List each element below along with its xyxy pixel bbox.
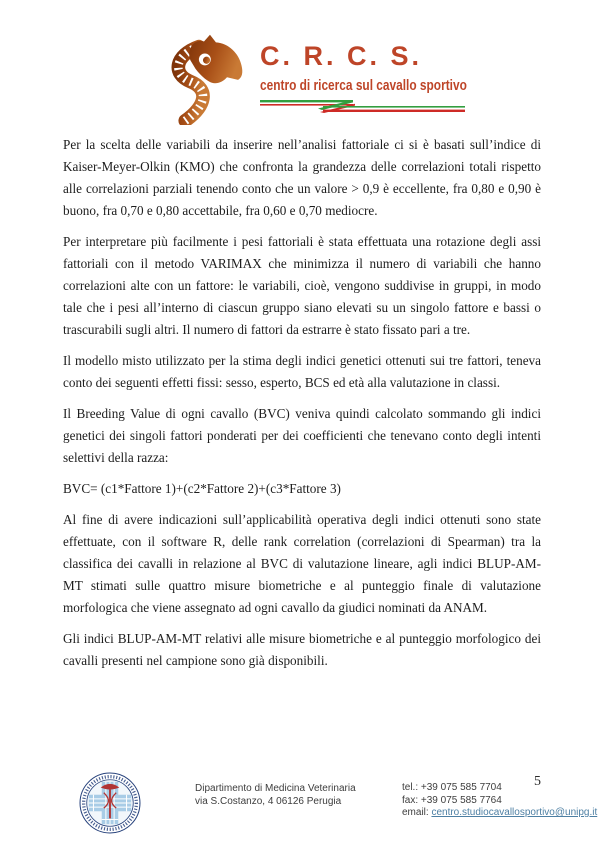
horse-dna-logo-icon: [156, 33, 252, 125]
crcs-header: [156, 33, 512, 125]
body-paragraph-rank-correlation: Al fine di avere indicazioni sull’applicabilità operativa degli indici ottenuti sono state effettuate, con il software R, delle rank correlation (correlazioni di Spearman) tra la classifica dei cavalli in relazione al BVC di valutazione lineare, agli indici BLUP-AM-MT stimati sulle quattro misure biometriche e al punteggio finale di valutazione morfologica che viene assegnato ad ogni cavallo da giudici nominati da ANAM.: [63, 512, 541, 615]
tricolor-stripes-icon: [260, 99, 512, 113]
body-paragraph-breeding-value: Il Breeding Value di ogni cavallo (BVC) veniva quindi calcolato sommando gli indici genetici dei singoli fattori ponderati per dei coefficienti che tenevano conto degli intenti selettivi della razza:: [63, 406, 541, 465]
body-paragraph-blup-indices: Gli indici BLUP-AM-MT relativi alle misure biometriche e al punteggio morfologico dei cavalli presenti nel campione sono già disponibili.: [63, 631, 541, 668]
document-body: [63, 134, 541, 681]
page-footer: [0, 770, 600, 845]
footer-email-label: email:: [402, 807, 432, 818]
university-veterinary-seal-icon: [79, 772, 141, 834]
header-text-block: [260, 33, 512, 113]
page-number: 5: [534, 774, 541, 789]
footer-fax: fax: +39 075 585 7764: [402, 794, 502, 806]
org-subtitle: centro di ricerca sul cavallo sportivo: [260, 78, 467, 94]
bvc-formula: BVC= (c1*Fattore 1)+(c2*Fattore 2)+(c3*Fattore 3): [63, 481, 341, 496]
body-paragraph-kmo: Per la scelta delle variabili da inserire nell’analisi fattoriale ci si è basati sull’indice di Kaiser-Meyer-Olkin (KMO) che confronta la grandezza delle correlazioni totali rispetto alle correlazioni parziali tenendo conto che un valore > 0,9 è eccellente, fra 0,80 e 0,90 è buono, fra 0,70 e 0,80 accettabile, fra 0,60 e 0,70 mediocre.: [63, 137, 541, 218]
footer-contact-block: [402, 782, 597, 820]
footer-address-block: [195, 782, 356, 808]
body-paragraph-varimax: Per interpretare più facilmente i pesi fattoriali è stata effettuata una rotazione degli assi fattoriali con il metodo VARIMAX che minimizza il numero di variabili che hanno correlazioni alte con un fattore: le variabili, cioè, vengono suddivise in gruppi, in modo tale che i pesi all’interno di ciascun gruppo siano elevati su un singolo fattore e bassi o trascurabili sugli altri. Il numero di fattori da estrarre è stato fissato pari a tre.: [63, 234, 541, 337]
footer-email-link[interactable]: centro.studiocavallosportivo@unipg.it: [431, 807, 598, 818]
footer-department: Dipartimento di Medicina Veterinaria: [195, 783, 356, 794]
org-acronym: C. R. C. S.: [260, 41, 423, 71]
footer-email-line: [402, 807, 597, 820]
footer-street-address: via S.Costanzo, 4 06126 Perugia: [195, 796, 342, 807]
body-paragraph-mixed-model: Il modello misto utilizzato per la stima degli indici genetici ottenuti sui tre fattori, teneva conto dei seguenti effetti fissi: sesso, esperto, BCS ed età alla valutazione in classi.: [63, 353, 541, 390]
footer-tel: tel.: +39 075 585 7704: [402, 782, 502, 793]
